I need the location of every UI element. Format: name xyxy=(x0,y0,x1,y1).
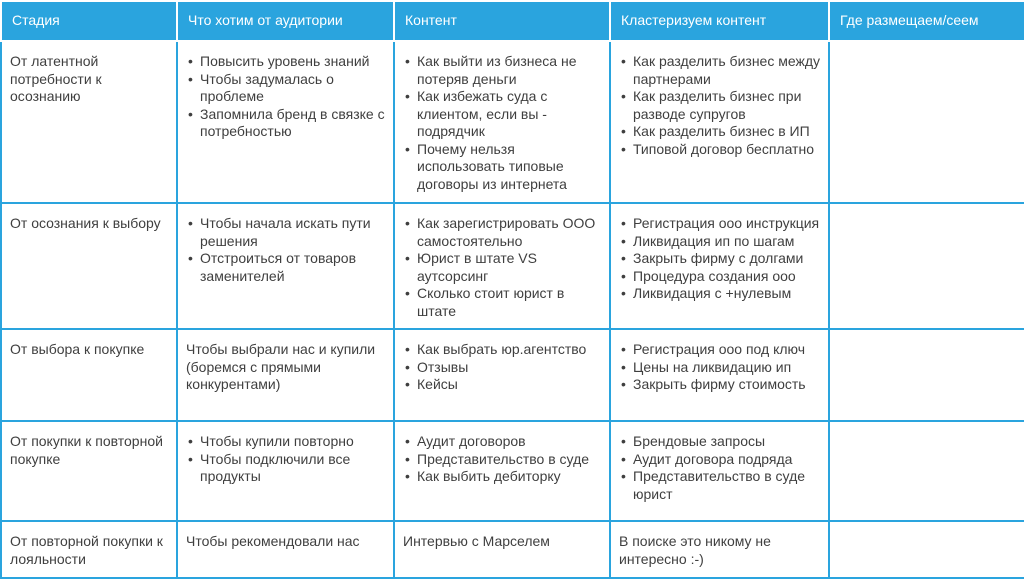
clusters-cell xyxy=(610,203,829,329)
audience-list xyxy=(186,215,387,285)
placement-cell xyxy=(829,203,1024,329)
list-item: • Закрыть фирму стоимость xyxy=(619,376,822,394)
audience-list xyxy=(186,53,387,141)
stage-cell xyxy=(1,41,177,203)
header-row xyxy=(1,1,1024,41)
list-item: • Сколько стоит юрист в штате xyxy=(403,285,603,320)
list-item: • Почему нельзя использовать типовые договоры из интернета xyxy=(403,141,603,194)
content-cell xyxy=(394,41,610,203)
list-item: • Закрыть фирму с долгами xyxy=(619,250,822,268)
list-item: • Аудит договора подряда xyxy=(619,451,822,469)
list-item: • Как разделить бизнес при разводе супругов xyxy=(619,88,822,123)
list-item: • Аудит договоров xyxy=(403,433,603,451)
list-item: • Представительство в суде xyxy=(403,451,603,469)
audience-text: Чтобы выбрали нас и купили (боремся с прямыми конкурентами) xyxy=(186,341,376,392)
list-item: • Запомнила бренд в связке с потребностью xyxy=(186,106,387,141)
stage-cell xyxy=(1,421,177,521)
stage-cell xyxy=(1,329,177,421)
table-row xyxy=(1,421,1024,521)
list-item: • Чтобы задумалась о проблеме xyxy=(186,71,387,106)
stage-text: От покупки к повторной покупке xyxy=(10,433,163,467)
content-cell xyxy=(394,203,610,329)
list-item: • Представительство в суде юрист xyxy=(619,468,822,503)
clusters-list xyxy=(619,433,822,503)
header-cluster-content: Кластеризуем контент xyxy=(610,1,829,41)
content-list xyxy=(403,215,603,320)
stage-text: От выбора к покупке xyxy=(10,341,145,357)
placement-cell xyxy=(829,521,1024,578)
stage-text: От повторной покупки к лояльности xyxy=(10,533,163,567)
list-item: • Как избежать суда с клиентом, если вы - подрядчик xyxy=(403,88,603,141)
content-list xyxy=(403,341,603,394)
content-cell xyxy=(394,521,610,578)
list-item: • Отзывы xyxy=(403,359,603,377)
list-item: • Регистрация ооо инструкция xyxy=(619,215,822,233)
audience-text: Чтобы рекомендовали нас xyxy=(186,533,360,549)
clusters-list xyxy=(619,53,822,158)
clusters-text: В поиске это никому не интересно :-) xyxy=(619,533,771,567)
stage-cell xyxy=(1,203,177,329)
list-item: • Чтобы начала искать пути решения xyxy=(186,215,387,250)
placement-cell xyxy=(829,41,1024,203)
list-item: • Чтобы подключили все продукты xyxy=(186,451,387,486)
list-item: • Типовой договор бесплатно xyxy=(619,141,822,159)
content-cell xyxy=(394,421,610,521)
content-list xyxy=(403,433,603,486)
list-item: • Как выбить дебиторку xyxy=(403,468,603,486)
clusters-list xyxy=(619,341,822,394)
audience-cell xyxy=(177,329,394,421)
header-stage: Стадия xyxy=(1,1,177,41)
list-item: • Как разделить бизнес между партнерами xyxy=(619,53,822,88)
list-item: • Ликвидация ип по шагам xyxy=(619,233,822,251)
header-placement: Где размещаем/сеем xyxy=(829,1,1024,41)
content-cell xyxy=(394,329,610,421)
list-item: • Кейсы xyxy=(403,376,603,394)
audience-cell xyxy=(177,41,394,203)
stage-text: От латентной потребности к осознанию xyxy=(10,53,102,104)
clusters-cell xyxy=(610,421,829,521)
list-item: • Отстроиться от товаров заменителей xyxy=(186,250,387,285)
table-row xyxy=(1,329,1024,421)
clusters-cell xyxy=(610,521,829,578)
list-item: • Ликвидация с +нулевым xyxy=(619,285,822,303)
list-item: • Цены на ликвидацию ип xyxy=(619,359,822,377)
list-item: • Повысить уровень знаний xyxy=(186,53,387,71)
list-item: • Юрист в штате VS аутсорсинг xyxy=(403,250,603,285)
list-item: • Чтобы купили повторно xyxy=(186,433,387,451)
list-item: • Как зарегистрировать ООО самостоятельно xyxy=(403,215,603,250)
header-audience-goal: Что хотим от аудитории xyxy=(177,1,394,41)
stage-cell xyxy=(1,521,177,578)
clusters-cell xyxy=(610,329,829,421)
placement-cell xyxy=(829,421,1024,521)
audience-list xyxy=(186,433,387,486)
list-item: • Как разделить бизнес в ИП xyxy=(619,123,822,141)
content-list xyxy=(403,53,603,193)
table-row xyxy=(1,203,1024,329)
audience-cell xyxy=(177,421,394,521)
content-text: Интервью с Марселем xyxy=(403,533,550,549)
list-item: • Как выйти из бизнеса не потеряв деньги xyxy=(403,53,603,88)
audience-cell xyxy=(177,521,394,578)
clusters-list xyxy=(619,215,822,303)
table-row xyxy=(1,521,1024,578)
table-row xyxy=(1,41,1024,203)
placement-cell xyxy=(829,329,1024,421)
clusters-cell xyxy=(610,41,829,203)
stage-text: От осознания к выбору xyxy=(10,215,161,231)
list-item: • Регистрация ооо под ключ xyxy=(619,341,822,359)
list-item: • Процедура создания ооо xyxy=(619,268,822,286)
header-content: Контент xyxy=(394,1,610,41)
list-item: • Брендовые запросы xyxy=(619,433,822,451)
audience-cell xyxy=(177,203,394,329)
list-item: • Как выбрать юр.агентство xyxy=(403,341,603,359)
